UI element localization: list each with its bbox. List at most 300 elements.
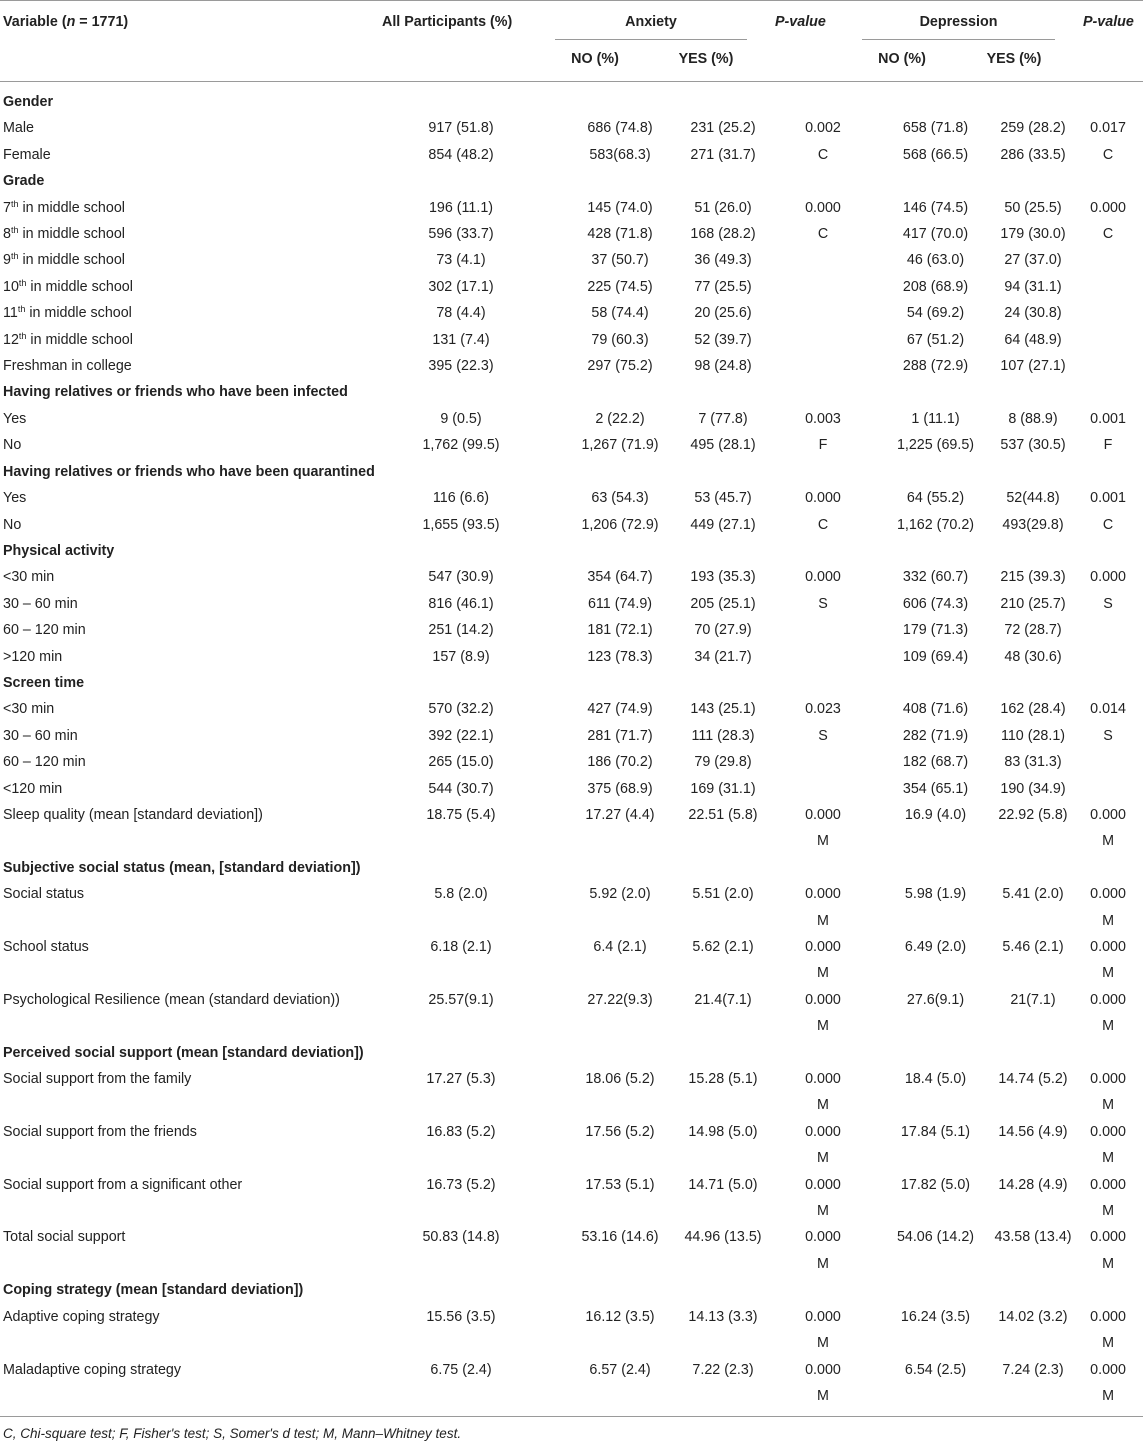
cell-an-yes [678,300,768,326]
cell-an-yes [678,432,768,458]
cell-de-no [878,406,993,432]
cell-all [360,776,562,802]
cell-an-yes [678,1357,768,1410]
cell-all [360,749,562,775]
cell-de-p [1073,512,1143,538]
cell-value: 6.54 (2.5) [904,1361,967,1378]
cell-test-code: M [1102,1150,1114,1167]
cell-de-yes [993,512,1073,538]
cell-value: 193 (35.3) [690,569,756,586]
row-label [0,987,360,1040]
cell-value: 16.9 (4.0) [904,806,967,823]
cell-an-no [562,142,678,168]
cell-an-no [562,221,678,247]
table-row [0,564,1143,590]
row-label-text: 30 – 60 min [3,727,78,744]
cell-all [360,353,562,379]
cell-value: 1,225 (69.5) [896,437,975,454]
cell-de-p [1073,115,1143,141]
cell-de-p [1073,485,1143,511]
row-label-superscript: th [18,330,27,341]
cell-value: 286 (33.5) [1000,146,1066,163]
table-row [0,617,1143,643]
row-label-superscript: th [10,198,19,209]
row-label-text: 30 – 60 min [3,595,78,612]
cell-all [360,723,562,749]
cell-an-p [768,142,878,168]
cell-de-no [878,221,993,247]
cell-value: 0.000 [1090,806,1126,823]
cell-an-yes [678,1224,768,1277]
cell-de-no [878,1357,993,1410]
cell-an-no [562,987,678,1040]
cell-an-yes [678,115,768,141]
cell-value: 37 (50.7) [591,252,649,269]
cell-value: 0.000 [805,1229,841,1246]
cell-test-code: M [817,1335,829,1352]
row-label [0,617,360,643]
cell-de-p [1073,617,1143,643]
cell-value: 495 (28.1) [690,437,756,454]
cell-de-p [1073,564,1143,590]
cell-value: 94 (31.1) [1004,278,1062,295]
cell-value: 64 (55.2) [906,490,965,507]
cell-value: 231 (25.2) [690,120,756,137]
cell-an-no [562,723,678,749]
cell-de-yes [993,696,1073,722]
cell-value: 395 (22.3) [428,358,494,375]
row-label-superscript: th [10,225,19,236]
cell-value: 5.92 (2.0) [589,886,651,903]
cell-value: 5.46 (2.1) [1002,939,1064,955]
cell-value: 6.75 (2.4) [430,1361,492,1378]
row-label [0,696,360,722]
cell-all [360,934,562,987]
cell-an-p [768,247,878,273]
cell-de-p [1073,353,1143,379]
cell-an-no [562,591,678,617]
section-row [0,670,1143,696]
cell-an-p [768,987,878,1040]
cell-all [360,1066,562,1119]
row-label [0,749,360,775]
row-label-superscript: th [17,304,26,315]
cell-test-code: M [1102,912,1114,929]
cell-value: 1,655 (93.5) [422,516,500,533]
cell-value: 0.023 [805,701,841,718]
cell-test-code: M [1102,1387,1114,1404]
section-title: Perceived social support (mean [standard deviation]) [3,1044,364,1061]
cell-value: 17.56 (5.2) [585,1123,655,1140]
cell-value: S [1103,727,1113,744]
header-depression-yes: YES (%) [986,51,1042,67]
cell-an-p [768,274,878,300]
table-row [0,274,1143,300]
cell-de-no [878,1066,993,1119]
row-label-text: >120 min [3,648,63,665]
cell-value: 686 (74.8) [587,120,653,137]
cell-de-p [1073,247,1143,273]
row-label-text: 11 [3,305,18,322]
cell-de-p [1073,881,1143,934]
cell-value: 43.58 (13.4) [994,1229,1072,1246]
cell-de-yes [993,617,1073,643]
cell-value: 15.28 (5.1) [688,1071,758,1088]
cell-all [360,644,562,670]
row-label [0,1119,360,1172]
cell-test-code: M [817,1150,829,1167]
cell-de-p [1073,300,1143,326]
row-label [0,723,360,749]
cell-value: 21(7.1) [1010,991,1056,1008]
cell-value: 54 (69.2) [906,305,965,322]
cell-de-no [878,1172,993,1225]
cell-value: 18.06 (5.2) [585,1071,655,1088]
table-row [0,1357,1143,1410]
row-label [0,432,360,458]
cell-de-yes [993,406,1073,432]
cell-test-code: M [1102,1018,1114,1035]
row-label-text: Sleep quality (mean [standard deviation]) [3,806,263,823]
cell-value: S [818,727,828,744]
cell-value: 0.000 [1090,1176,1126,1193]
cell-value: 15.56 (3.5) [426,1308,496,1325]
cell-value: 583(68.3) [589,146,651,163]
cell-an-no [562,776,678,802]
cell-an-p [768,934,878,987]
cell-an-no [562,1172,678,1225]
cell-value: 17.53 (5.1) [585,1176,655,1193]
cell-value: 14.71 (5.0) [688,1176,758,1193]
cell-an-no [562,115,678,141]
cell-de-p [1073,406,1143,432]
cell-all [360,564,562,590]
cell-de-no [878,1119,993,1172]
cell-value: 46 (63.0) [906,252,965,269]
cell-an-p [768,115,878,141]
cell-an-no [562,406,678,432]
section-row [0,459,1143,485]
cell-value: 917 (51.8) [428,120,494,137]
cell-value: 17.27 (5.3) [426,1071,496,1088]
table-row [0,1172,1143,1225]
cell-an-p [768,1066,878,1119]
cell-value: 0.000 [805,199,841,216]
cell-value: 282 (71.9) [902,727,969,744]
cell-all [360,512,562,538]
cell-an-p [768,591,878,617]
cell-de-yes [993,1119,1073,1172]
cell-value: 52 (39.7) [694,331,752,348]
cell-value: 449 (27.1) [690,516,756,533]
table-row [0,802,1143,855]
cell-an-yes [678,881,768,934]
cell-de-p [1073,644,1143,670]
cell-value: 210 (25.7) [1000,595,1066,612]
cell-de-no [878,115,993,141]
table-row [0,776,1143,802]
cell-de-p [1073,776,1143,802]
cell-value: 17.27 (4.4) [585,806,655,823]
cell-an-yes [678,485,768,511]
cell-de-yes [993,1357,1073,1410]
cell-an-p [768,1172,878,1225]
cell-an-p [768,644,878,670]
cell-value: 281 (71.7) [587,727,653,744]
row-label-text: 12 [3,331,19,348]
cell-value: 14.56 (4.9) [998,1123,1068,1140]
cell-value: 67 (51.2) [906,331,965,348]
cell-test-code: M [1102,1335,1114,1352]
cell-an-no [562,564,678,590]
cell-value: 186 (70.2) [587,754,653,771]
cell-value: 6.4 (2.1) [593,939,647,955]
cell-de-yes [993,934,1073,987]
row-label-tail: in middle school [18,226,125,243]
cell-test-code: M [817,1203,829,1220]
cell-value: 1,267 (71.9) [581,437,659,454]
cell-value: 611 (74.9) [587,595,653,612]
cell-de-no [878,749,993,775]
cell-value: 162 (28.4) [1000,701,1066,718]
cell-de-p [1073,696,1143,722]
table-row [0,485,1143,511]
cell-value: 22.51 (5.8) [688,806,758,823]
cell-all [360,881,562,934]
cell-an-yes [678,802,768,855]
row-label [0,142,360,168]
cell-de-p [1073,1119,1143,1172]
cell-value: 27.6(9.1) [906,991,965,1008]
cell-value: 16.24 (3.5) [900,1308,971,1325]
cell-test-code: M [817,965,829,982]
cell-value: 1,162 (70.2) [896,516,975,533]
cell-test-code: M [817,833,829,850]
cell-de-no [878,617,993,643]
cell-value: 54.06 (14.2) [896,1229,975,1246]
cell-an-yes [678,564,768,590]
cell-de-yes [993,485,1073,511]
table-row [0,115,1143,141]
row-label [0,881,360,934]
cell-de-no [878,723,993,749]
row-label [0,776,360,802]
table-row [0,195,1143,221]
cell-value: 107 (27.1) [1000,358,1066,375]
cell-value: 0.000 [1090,199,1126,216]
cell-value: 18.4 (5.0) [904,1071,967,1088]
row-label-text: Total social support [3,1229,126,1246]
cell-value: 14.02 (3.2) [998,1308,1068,1325]
cell-an-yes [678,723,768,749]
cell-an-yes [678,406,768,432]
cell-de-yes [993,1172,1073,1225]
cell-an-yes [678,221,768,247]
cell-value: 1 (11.1) [911,410,960,427]
cell-an-no [562,485,678,511]
cell-de-no [878,274,993,300]
row-label [0,485,360,511]
table-bottom-rule [0,1416,1143,1417]
cell-value: 168 (28.2) [690,226,756,243]
cell-an-p [768,432,878,458]
cell-an-p [768,802,878,855]
cell-value: 0.000 [805,1123,841,1140]
cell-value: 44.96 (13.5) [684,1229,762,1246]
row-label-text: <30 min [3,701,55,718]
cell-all [360,115,562,141]
cell-value: 16.73 (5.2) [426,1176,496,1193]
cell-value: 109 (69.4) [902,648,969,665]
cell-an-no [562,512,678,538]
cell-an-yes [678,1066,768,1119]
cell-an-no [562,881,678,934]
section-row [0,855,1143,881]
cell-value: 50.83 (14.8) [422,1229,500,1246]
cell-value: 354 (65.1) [902,780,969,797]
cell-an-p [768,406,878,432]
cell-de-no [878,644,993,670]
cell-value: 6.49 (2.0) [904,939,967,955]
row-label-tail: in middle school [26,331,133,348]
cell-value: 0.014 [1090,701,1126,718]
cell-de-yes [993,327,1073,353]
cell-value: 606 (74.3) [902,595,969,612]
cell-value: 27 (37.0) [1004,252,1062,269]
section-row [0,538,1143,564]
cell-value: 428 (71.8) [587,226,653,243]
cell-test-code: M [817,912,829,929]
row-label [0,300,360,326]
cell-value: 0.017 [1090,120,1126,137]
cell-value: 7.22 (2.3) [692,1361,754,1378]
cell-value: 64 (48.9) [1004,331,1062,348]
cell-value: 0.002 [805,120,841,137]
cell-an-no [562,696,678,722]
cell-value: 6.18 (2.1) [430,939,492,955]
depression-group-rule [862,39,1055,40]
cell-all [360,696,562,722]
row-label-text: Male [3,120,34,137]
cell-value: 18.75 (5.4) [426,806,496,823]
cell-value: 143 (25.1) [690,701,756,718]
cell-value: 0.001 [1090,490,1126,507]
cell-value: 70 (27.9) [694,622,752,639]
cell-value: 0.000 [805,490,841,507]
cell-de-yes [993,353,1073,379]
cell-value: 182 (68.7) [902,754,969,771]
cell-value: 408 (71.6) [902,701,969,718]
cell-an-yes [678,644,768,670]
cell-de-yes [993,1066,1073,1119]
row-label [0,274,360,300]
cell-value: 658 (71.8) [902,120,969,137]
row-label-text: 60 – 120 min [3,754,86,771]
section-title: Subjective social status (mean, [standard deviation]) [3,859,361,876]
cell-value: 111 (28.3) [691,727,755,744]
cell-value: S [818,595,828,612]
table-footnote: C, Chi-square test; F, Fisher's test; S, Somer's d test; M, Mann–Whitney test. [3,1426,462,1441]
cell-an-yes [678,1172,768,1225]
table-row [0,512,1143,538]
cell-value: 0.000 [1090,569,1126,586]
cell-value: 83 (31.3) [1004,754,1062,771]
cell-de-p [1073,1066,1143,1119]
section-title: Coping strategy (mean [standard deviation]) [3,1282,304,1299]
row-label-text: 9 [3,252,11,269]
cell-value: 332 (60.7) [902,569,969,586]
table-row [0,1304,1143,1357]
row-label [0,1066,360,1119]
cell-value: 0.000 [1090,1308,1126,1325]
cell-value: 22.92 (5.8) [998,806,1068,823]
section-title: Having relatives or friends who have been infected [3,384,348,401]
cell-de-no [878,512,993,538]
cell-de-yes [993,142,1073,168]
row-label [0,221,360,247]
cell-de-yes [993,221,1073,247]
cell-value: 0.000 [1090,1123,1126,1140]
cell-an-no [562,274,678,300]
cell-de-yes [993,776,1073,802]
cell-de-yes [993,749,1073,775]
cell-an-no [562,1119,678,1172]
row-label-text: <30 min [3,569,55,586]
cell-value: 302 (17.1) [428,278,494,295]
cell-value: 215 (39.3) [1000,569,1066,586]
cell-value: 0.000 [805,569,841,586]
row-label-tail: in middle school [18,199,125,216]
cell-an-no [562,934,678,987]
cell-an-p [768,696,878,722]
cell-an-yes [678,142,768,168]
cell-an-no [562,353,678,379]
row-label-text: Psychological Resilience (mean (standard deviation)) [3,991,340,1008]
table-row [0,353,1143,379]
cell-an-no [562,247,678,273]
header-anxiety: Anxiety [625,14,677,30]
cell-all [360,485,562,511]
header-anxiety-yes: YES (%) [678,51,734,67]
cell-test-code: M [817,1387,829,1404]
cell-value: F [1103,437,1113,454]
cell-de-yes [993,432,1073,458]
header-depression-pvalue: P-value [1083,14,1134,30]
table-row [0,327,1143,353]
cell-value: 417 (70.0) [902,226,969,243]
cell-value: 110 (28.1) [1000,727,1066,744]
row-label [0,644,360,670]
cell-value: 0.000 [805,991,841,1008]
cell-an-p [768,300,878,326]
cell-value: 251 (14.2) [428,622,494,639]
cell-de-no [878,327,993,353]
cell-an-no [562,1224,678,1277]
cell-all [360,591,562,617]
cell-value: 0.000 [805,1361,841,1378]
cell-de-p [1073,723,1143,749]
cell-an-no [562,1066,678,1119]
table-row [0,881,1143,934]
cell-test-code: M [1102,1203,1114,1220]
cell-value: 265 (15.0) [428,754,494,771]
cell-value: 1,762 (99.5) [422,437,500,454]
cell-de-p [1073,987,1143,1040]
cell-value: 0.003 [805,410,841,427]
row-label-text: Female [3,146,51,163]
cell-an-p [768,776,878,802]
header-anxiety-no: NO (%) [571,51,619,67]
